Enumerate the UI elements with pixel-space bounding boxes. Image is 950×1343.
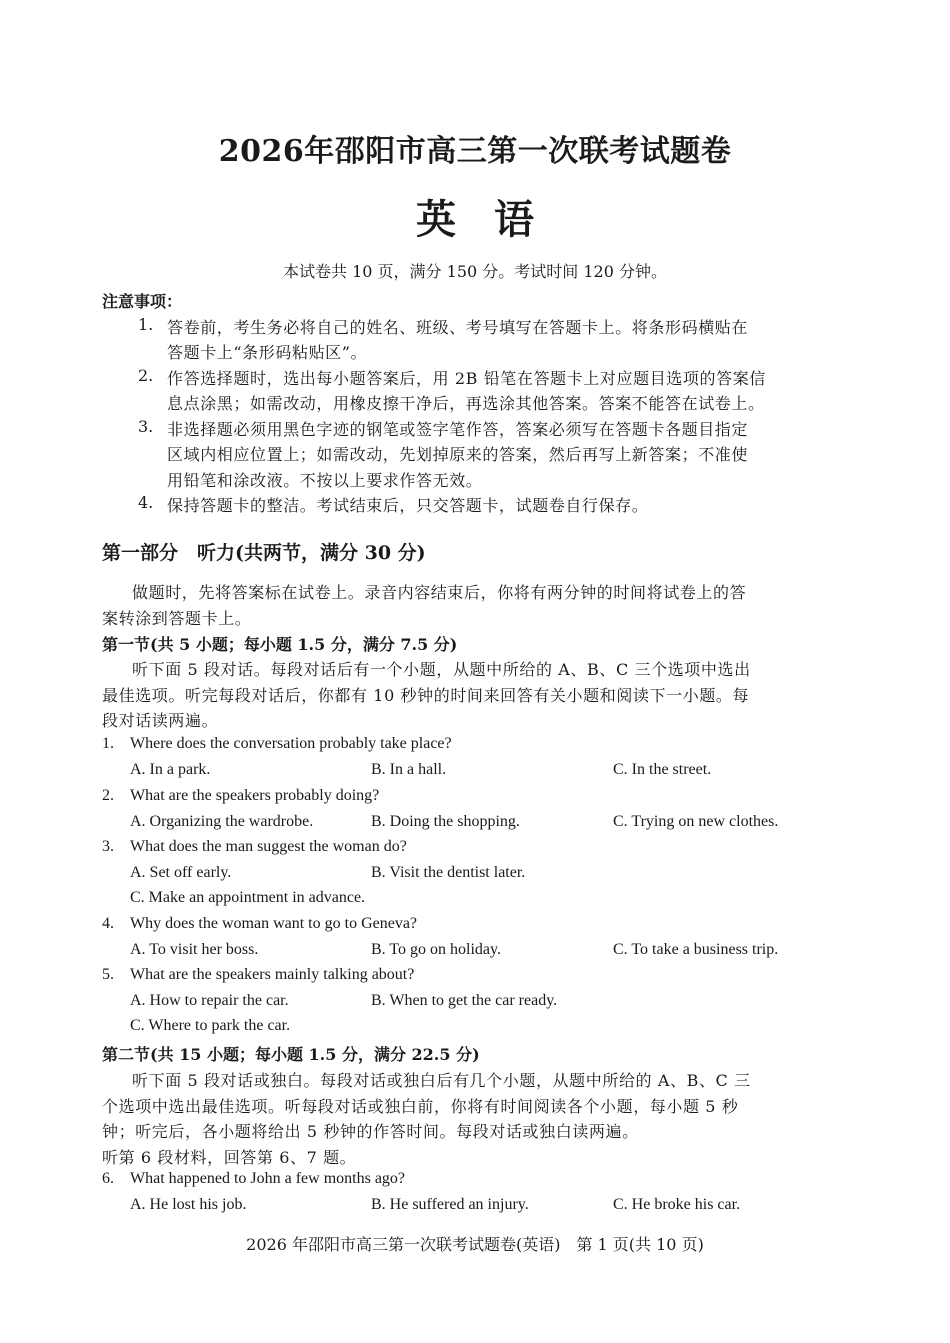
option-a: A. He lost his job. <box>130 1196 247 1213</box>
question-number: 2. <box>102 787 114 804</box>
section1-intro-line: 段对话读两遍。 <box>102 711 219 730</box>
option-a: A. Set off early. <box>130 864 232 881</box>
notice-item-line: 答卷前，考生务必将自己的姓名、班级、考号填写在答题卡上。将条形码横贴在 <box>167 318 749 337</box>
option-b: B. He suffered an injury. <box>371 1196 529 1213</box>
option-b: B. In a hall. <box>371 761 447 778</box>
section2-intro-line: 钟；听完后，各小题将给出 5 秒钟的作答时间。每段对话或独白读两遍。 <box>102 1122 639 1141</box>
material-instruction: 听第 6 段材料，回答第 6、7 题。 <box>102 1148 357 1167</box>
notice-item-line: 作答选择题时，选出每小题答案后，用 2B 铅笔在答题卡上对应题目选项的答案信 <box>167 369 766 388</box>
question-number: 1. <box>102 735 114 752</box>
exam-title: 2026年邵阳市高三第一次联考试题卷 <box>218 134 732 169</box>
option-c: C. In the street. <box>613 761 712 778</box>
question-text: Why does the woman want to go to Geneva? <box>130 915 418 932</box>
exam-info: 本试卷共 10 页，满分 150 分。考试时间 120 分钟。 <box>283 262 667 281</box>
section2-heading: 第二节(共 15 小题；每小题 1.5 分，满分 22.5 分) <box>102 1045 480 1064</box>
option-c: C. Trying on new clothes. <box>613 813 779 830</box>
notice-item-line: 用铅笔和涂改液。不按以上要求作答无效。 <box>167 471 483 490</box>
question-text: What are the speakers probably doing? <box>130 787 380 804</box>
section2-intro-line: 个选项中选出最佳选项。听每段对话或独白前，你将有时间阅读各个小题，每小题 5 秒 <box>102 1097 739 1116</box>
option-b: B. Visit the dentist later. <box>371 864 526 881</box>
option-c: C. He broke his car. <box>613 1196 741 1213</box>
notice-item-number: 2. <box>138 366 154 385</box>
question-text: What are the speakers mainly talking about? <box>130 966 415 983</box>
notice-item-line: 非选择题必须用黑色字迹的钢笔或签字笔作答，答案必须写在答题卡各题目指定 <box>167 420 749 439</box>
question-text: Where does the conversation probably take place? <box>130 735 452 752</box>
notice-item-line: 答题卡上“条形码粘贴区”。 <box>167 343 368 362</box>
question-text: What happened to John a few months ago? <box>130 1170 406 1187</box>
question-number: 4. <box>102 915 114 932</box>
part1-heading: 第一部分 听力(共两节，满分 30 分) <box>102 542 426 564</box>
notice-item-number: 3. <box>138 417 154 436</box>
option-c: C. Where to park the car. <box>130 1017 291 1034</box>
question-number: 5. <box>102 966 114 983</box>
notice-heading: 注意事项： <box>102 292 183 311</box>
question-number: 6. <box>102 1170 114 1187</box>
option-b: B. Doing the shopping. <box>371 813 520 830</box>
option-a: A. In a park. <box>130 761 211 778</box>
notice-item-number: 4. <box>138 493 154 512</box>
part1-intro-line: 做题时，先将答案标在试卷上。录音内容结束后，你将有两分钟的时间将试卷上的答 <box>132 583 747 602</box>
notice-item-line: 区域内相应位置上；如需改动，先划掉原来的答案，然后再写上新答案；不准使 <box>167 445 749 464</box>
option-a: A. To visit her boss. <box>130 941 259 958</box>
option-a: A. Organizing the wardrobe. <box>130 813 314 830</box>
option-b: B. When to get the car ready. <box>371 992 558 1009</box>
section1-intro-line: 听下面 5 段对话。每段对话后有一个小题，从题中所给的 A、B、C 三个选项中选出 <box>132 660 751 679</box>
option-c: C. Make an appointment in advance. <box>130 889 366 906</box>
question-text: What does the man suggest the woman do? <box>130 838 407 855</box>
subject-title: 英语 <box>416 196 572 243</box>
option-b: B. To go on holiday. <box>371 941 501 958</box>
option-a: A. How to repair the car. <box>130 992 289 1009</box>
notice-item-number: 1. <box>138 315 154 334</box>
page-footer: 2026 年邵阳市高三第一次联考试题卷(英语) 第 1 页(共 10 页) <box>246 1235 704 1254</box>
section1-heading: 第一节(共 5 小题；每小题 1.5 分，满分 7.5 分) <box>102 635 458 654</box>
section1-intro-line: 最佳选项。听完每段对话后，你都有 10 秒钟的时间来回答有关小题和阅读下一小题。每 <box>102 686 750 705</box>
question-number: 3. <box>102 838 114 855</box>
option-c: C. To take a business trip. <box>613 941 779 958</box>
part1-intro-line: 案转涂到答题卡上。 <box>102 609 252 628</box>
notice-item-line: 息点涂黑；如需改动，用橡皮擦干净后，再选涂其他答案。答案不能答在试卷上。 <box>167 394 765 413</box>
section2-intro-line: 听下面 5 段对话或独白。每段对话或独白后有几个小题，从题中所给的 A、B、C 三 <box>132 1071 751 1090</box>
notice-item-line: 保持答题卡的整洁。考试结束后，只交答题卡，试题卷自行保存。 <box>167 496 649 515</box>
